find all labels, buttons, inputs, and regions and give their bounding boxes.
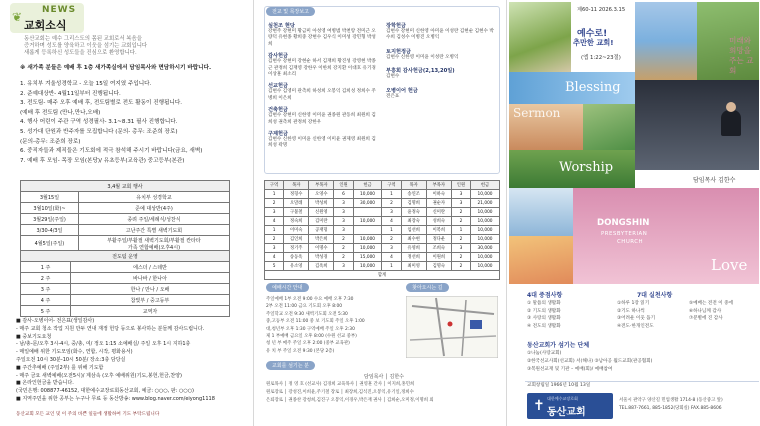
notice-item: (문의-총무: 조준희 장로) [20, 138, 81, 145]
column-header: 인원 [451, 181, 470, 190]
table-cell: 5 [265, 262, 284, 271]
table-row [265, 253, 500, 262]
table-cell: 3 [382, 244, 401, 253]
table-cell: 정형수 [284, 190, 309, 199]
bottom-note: 동산교회 모든 교인 및 이 주의 바쁜 일들에 생활하여 기도 부탁드립니다 [16, 412, 160, 417]
table-cell: 신원영 [309, 208, 334, 217]
table-cell: 2 [334, 235, 353, 244]
station-marker [448, 322, 453, 327]
table-cell: 2 [382, 199, 401, 208]
table-row [265, 208, 500, 217]
table-cell: 10,000 [353, 262, 382, 271]
table-cell: 성희숙 [426, 217, 451, 226]
total-cell: 합계 [265, 271, 500, 280]
church-en-1: DONGSHIN [597, 218, 650, 228]
column-header: 부목자 [309, 181, 334, 190]
bulletin-number: 제60-11 2026.3.15 [577, 7, 626, 13]
table-total-row [265, 271, 500, 280]
field-photo [583, 104, 635, 150]
table-row: 3/30-4/3일 고난주간 특별 새벽기도회 [21, 225, 230, 236]
table-cell: 임선희 [401, 226, 426, 235]
news-tag: NEWS [42, 5, 77, 15]
pastor-caption: 담임목사 김한수 [693, 177, 736, 184]
table-cell: 공재형 [309, 226, 334, 235]
pastor-head [726, 102, 736, 112]
church-marker [470, 320, 482, 329]
notice-list [20, 80, 250, 166]
offering-col-left: 실천조 현당 강현주 강현미 황금미 아성영 여병범 박천랑 전미근 오량덕 유현종 황희중 강현수 김우식 이미성 강민형 박성희 감사헌금 김현수 강현미 강현순 하서 김재희 황진성 강영현 박종근 관정희 김재영 강한우 이한희 강지환 이대호 유기경 이상훈 최소리 선교헌금 김현수 김영미 관측희 하성희 오봉익 김희성 정희수 주병희 이은희 건축헌금 김현수 강현미 신한영 이미윤 권종원 관동희 최원희 김희성 권측희 관정희 강한우 구제헌금 김현수 신한영 이미윤 신한영 이미윤 권제영 최원희 김희성 곽명 [268, 23, 376, 149]
table-cell: 1 [382, 262, 401, 271]
table-cell: 2 [265, 235, 284, 244]
church-en-3: CHURCH [617, 239, 644, 245]
notice-item: 1. 유치부 겨울성경학교 - 오늘 15일 여지였 주입니다. [20, 81, 152, 87]
table-cell: 2 [451, 217, 470, 226]
table-cell: 이미숙 [284, 226, 309, 235]
events-title: 3,4월 교회 행사 [21, 181, 230, 192]
table-cell: 유소영 [284, 262, 309, 271]
table-cell [353, 208, 382, 217]
church-name: 동산교회 [547, 407, 586, 418]
seven-points-list-b: ⑤예배는 전전 이 중에 ⑥하나님께 감사 ⑦분별에 진 감사 [689, 301, 734, 322]
notice-item: (예배 후 전도팀 (만나,만나,오배) [20, 109, 101, 116]
column-header: 부목자 [426, 181, 451, 190]
table-cell: 이원희 [426, 253, 451, 262]
offering-title: 전교 및 목장보고 [266, 7, 315, 16]
table-cell: 30,000 [353, 199, 382, 208]
table-cell: 조희숙 [426, 244, 451, 253]
blessing-label: Blessing [565, 80, 621, 95]
intro-text: 동산교회는 예수 그리스도의 몸된 교회로서 복음을 증거하며 성도를 양육하고 이웃을 섬기는 교회입니다 새롭게 등록하신 성도들을 진심으로 환영합니다. [24, 36, 148, 56]
events-table [20, 180, 230, 252]
report-panel [253, 0, 506, 426]
column-header: 인원 [334, 181, 353, 190]
church-phone: TEL.887-7661, 885-1852(당회실) FAX.885-8606 [619, 406, 722, 411]
table-cell: 3 [451, 190, 470, 199]
table-row [265, 190, 500, 199]
table-row [265, 226, 500, 235]
table-cell: 최미영 [401, 262, 426, 271]
pastor-figure [721, 110, 741, 136]
table-cell: 이하숙 [426, 190, 451, 199]
column-header: 구역 [265, 181, 284, 190]
table-cell: 2 [382, 235, 401, 244]
units-title: 동산교회가 섬기는 단체 [527, 342, 590, 349]
column-header: 헌금 [471, 181, 500, 190]
notice-item: 6. 중직자들과 제직들은 기도회에 적극 참석해 주시기 바랍니다(금요, 새벽) [20, 148, 203, 155]
table-cell: 이명수 [309, 244, 334, 253]
table-cell: 윤정숙 [401, 208, 426, 217]
table-cell: 3 [382, 208, 401, 217]
four-points-list: ① 말씀의 생활화 ② 기도의 생활화 ③ 사랑의 생활화 ④ 전도의 생활화 [527, 301, 561, 329]
offering-col-right: 장학헌금 김현수 강현미 신한영 아미윤 이성란 김현순 김현수 박수희 김성수 이병진 오병익 토지헌정금 김현수 신한영 이미윤 이성란 오병익 부흥회 감사헌금(2,13,20일) 김현수 오병이어 헌금 전은표 [386, 23, 494, 99]
district-table [264, 180, 500, 280]
table-row: 3월15일 유치부 성경학교 [21, 192, 230, 203]
table-cell: 3 [334, 262, 353, 271]
table-cell: 1 [382, 190, 401, 199]
notice-item: 7. 예배 후 모임- 목장 모임(본당)/ 유초등부(교육관) 중고등부(본관) [20, 157, 185, 164]
table-cell: 10,000 [471, 262, 500, 271]
table-cell: 4 [382, 253, 401, 262]
table-cell: 2 [451, 262, 470, 271]
church-contact [619, 397, 760, 413]
table-row: 2 주 바나바 / 한나아 [21, 273, 230, 284]
map-background [406, 296, 498, 358]
table-cell: 10,000 [353, 190, 382, 199]
table-cell [353, 226, 382, 235]
table-cell: 4 [382, 217, 401, 226]
table-cell: 30,000 [471, 244, 500, 253]
table-cell: 3 [451, 199, 470, 208]
table-cell: 1 [451, 226, 470, 235]
table-cell: 송동옥 [284, 253, 309, 262]
table-cell: 정다운 [426, 235, 451, 244]
units-list: ①나눔(사랑교회) ②한국선교사회(선교회) 서(해나) ③남아공 월드교회(관공협회) ③복원선교재 및 기관 – 예배(회)/ 예배참여 [527, 351, 653, 372]
cross-icon: ✝ [533, 398, 545, 414]
column-header: 목자 [284, 181, 309, 190]
table-cell: 3 [334, 217, 353, 226]
leaf-icon: ❦ [12, 10, 23, 24]
slogan: 미래와 희망을 주는 교회 [729, 36, 754, 75]
seven-points-list: ①하루 1장 읽기 ②기도 하나씩 ③어려운 이웃 돕기 ④전도·한개인전도 [617, 301, 656, 329]
table-row [265, 244, 500, 253]
love-label: Love [711, 256, 748, 274]
footer-notes: ■ 감사-오병이어- 전은표(생일감사) - 매주 교회 청소 작업 지원 만두 연내 재정 헌당 등으로 봉사하는 분들께 감사드립니다. ■ 중보기도요청 - 남/총-문/오후 3시-4시, 중/총, 여/ 정오 1:15 소예배실/ 주일 오후 1시 지하1층 - 매일예배 위한 기도모임(화수, 연합, 시작, 평화용서) 주일오전 10시 30분-10시 50분/ 장소:3층 담당실 ■ 주간추예배 (주일2부) 를 위해 기도함 - 매주 금요 새벽예배(오전5시)/ 계삼속 (오후 예배위원(기도,봉헌,헌금,찬양) ■ 온라인헌금을 받습니다. (국민은행: 008877-46152, 대한예수교장로회동산교회, 예금: ○○○, 판: ○○○) ■ 지역주민을 위한 공부는 누구나 무료 등 동산방송: www.blog.naver.com/eiyong1118 [16, 318, 215, 402]
column-header: 구역 [382, 181, 401, 190]
table-cell: 3 [334, 199, 353, 208]
table-cell: 박은희 [309, 235, 334, 244]
table-cell: 10,000 [471, 226, 500, 235]
table-cell: 6 [334, 190, 353, 199]
table-cell: 4 [265, 217, 284, 226]
evangelism-title: 전도팀 운영 [21, 251, 230, 262]
church-en-2: PRESBYTERIAN [601, 231, 648, 237]
table-row: 3 주 한나 / 만나 / 오배 [21, 284, 230, 295]
table-cell: 박성희 [309, 199, 334, 208]
table-cell: 3 [451, 244, 470, 253]
table-cell: 3 [334, 208, 353, 217]
section-title: 교회소식 [24, 19, 67, 32]
news-panel [0, 0, 253, 426]
table-row: 3월29일(주일) 종려 주일/세례식/성찬식 [21, 214, 230, 225]
worship-label: Worship [559, 160, 614, 175]
table-cell: 1 [265, 226, 284, 235]
table-cell: 최수현 [401, 235, 426, 244]
table-cell: 김옥희 [309, 262, 334, 271]
column-header: 목자 [401, 181, 426, 190]
headline-2: 추만한 교회! [573, 38, 614, 47]
table-cell: 정선희 [401, 253, 426, 262]
table-cell: 구불철 [284, 208, 309, 217]
table-cell: 김미란 [309, 217, 334, 226]
table-header-row [265, 181, 500, 190]
table-cell: 2 [334, 244, 353, 253]
four-points-title: 4대 중점사항 [527, 292, 563, 299]
notice-item: 4. 행사 어린이 주관 구역 성경필사- 3.1~8.31 필사 진행합니다. [20, 119, 178, 126]
table-cell: 10,000 [471, 208, 500, 217]
table-cell: 박성경 [309, 253, 334, 262]
table-cell: 10,000 [471, 253, 500, 262]
schedule-title: 예배시간 안내 [266, 283, 309, 292]
crowd-photo [635, 2, 697, 80]
table-cell: 3 [265, 208, 284, 217]
table-cell: 2 [451, 235, 470, 244]
table-cell: 3 [334, 226, 353, 235]
kids-photo [509, 188, 573, 236]
table-row [265, 217, 500, 226]
table-cell: 이복희 [426, 226, 451, 235]
table-row: 3월10일(화)~ 준예 대상반(4주) [21, 203, 230, 214]
table-cell: 오영수 [309, 190, 334, 199]
table-row [265, 199, 500, 208]
ministers-list: 담임목사 │ 김한수 원로목사 │ 정 영 호 (선교사) 김경희 교육목사 │ 권영훈 간사 │ 이지희,홍민희 원로장로 │ 강성진,이희윤,주기철 장로 │ 최장희,김석진,오봉익,유기일,정희수 은퇴장로 │ 권종찬 강청희,김진구 오봉익,이경우,박은재 권사 │ 김희순,오미정,이명희 외 [266, 374, 434, 403]
sermon-label: Sermon [513, 106, 561, 120]
church-address: 서울시 관악구 양산길 민업생활 1714-8 (동산중고 앞) [619, 398, 723, 403]
table-cell: 최장숙 [401, 217, 426, 226]
cover-panel [506, 0, 760, 426]
welcome-note: ※ 새가족 분들은 예배 후 1층 새가족실에서 담임목사와 면담하시기 바랍니다. [20, 65, 212, 71]
table-cell: 10,000 [353, 235, 382, 244]
table-cell: 유영희 [401, 244, 426, 253]
table-cell: 3 [265, 244, 284, 253]
table-cell: 1 [382, 226, 401, 235]
location-map[interactable] [406, 296, 498, 358]
table-cell: 정기주 [284, 244, 309, 253]
table-row [265, 262, 500, 271]
table-cell: 2 [265, 199, 284, 208]
table-cell: 15,000 [353, 253, 382, 262]
outdoor-photo [509, 236, 573, 284]
table-cell: 10,000 [353, 244, 382, 253]
table-cell: 김인희 [284, 235, 309, 244]
seven-points-title: 7대 실천사항 [637, 292, 673, 299]
table-cell: 정숙희 [284, 217, 309, 226]
table-cell: 10,000 [353, 217, 382, 226]
notice-item: 5. 성가대 단원과 반주자를 모집합니다 (문의- 총무: 조준희 장로) [20, 128, 178, 135]
table-cell: 4 [265, 253, 284, 262]
table-cell: 김명희 [401, 199, 426, 208]
table-cell: 2 [334, 253, 353, 262]
table-row: 4 주 참빛부 / 중고등부 [21, 295, 230, 306]
headline-1: 예수로! [577, 29, 608, 39]
verse: (엡 1:22~23절) [581, 55, 621, 61]
table-row: 4월5일(주일) 부활주일/부활절 새벽기도회/부활절 칸타타 가족 연합예배(오후4시) [21, 236, 230, 252]
church-denomination: 대한예수교장로회 [547, 396, 578, 401]
table-row: 5 주 교역자 [21, 306, 230, 317]
notice-item: 2. 준예대상반- 4월11일부터 진행됩니다. [20, 90, 121, 97]
table-cell: 10,000 [471, 190, 500, 199]
column-header: 헌금 [353, 181, 382, 190]
table-cell: 송연조 [401, 190, 426, 199]
map-title: 찾아오시는 길 [406, 283, 449, 292]
table-cell: 10,000 [471, 235, 500, 244]
table-cell: 오말례 [284, 199, 309, 208]
table-cell: 2 [451, 208, 470, 217]
notice-item: 3. 전도팀- 매주 오후 예배 후, 전도팀별로 전도 활동이 진행됩니다. [20, 100, 183, 107]
table-cell: 21,000 [471, 199, 500, 208]
table-row: 1 주 에스더 / 스데반 [21, 262, 230, 273]
divider [525, 381, 759, 382]
ministers-title: 교회를 섬기는 분 [266, 361, 315, 370]
table-cell: 1 [265, 190, 284, 199]
table-cell: 10,000 [471, 217, 500, 226]
evangelism-table [20, 250, 230, 317]
table-cell: 2 [451, 253, 470, 262]
table-row [265, 235, 500, 244]
founded-date: 교회창립일 1966년 10월 13일 [527, 383, 591, 388]
church-building-photo [509, 2, 571, 72]
table-cell: 신미란 [426, 208, 451, 217]
table-cell: 김명숙 [426, 262, 451, 271]
worship-schedule: 주일예배 1부 오전 9:00 수요 예배 오후 7:30 2부 오전 11:00 금요 기도회 오후 8:00 주일학교 오전 9:30 새벽기도회 오전 5:30 중,고등부 오전 11:00 중 보 기도회 주일 오후 1:00 대,청년부 오후 1:30 구역예배 주일 오후 2:30 제 1 부예배 금요일 오후 8:00 (수원 선교 중부) 청 년 부 매주 주일 오후 2:00 (중부 교육관) 유 치 부 주일 오전 9:30 (본당 2층) [266, 297, 365, 354]
table-cell: 권순자 [426, 199, 451, 208]
